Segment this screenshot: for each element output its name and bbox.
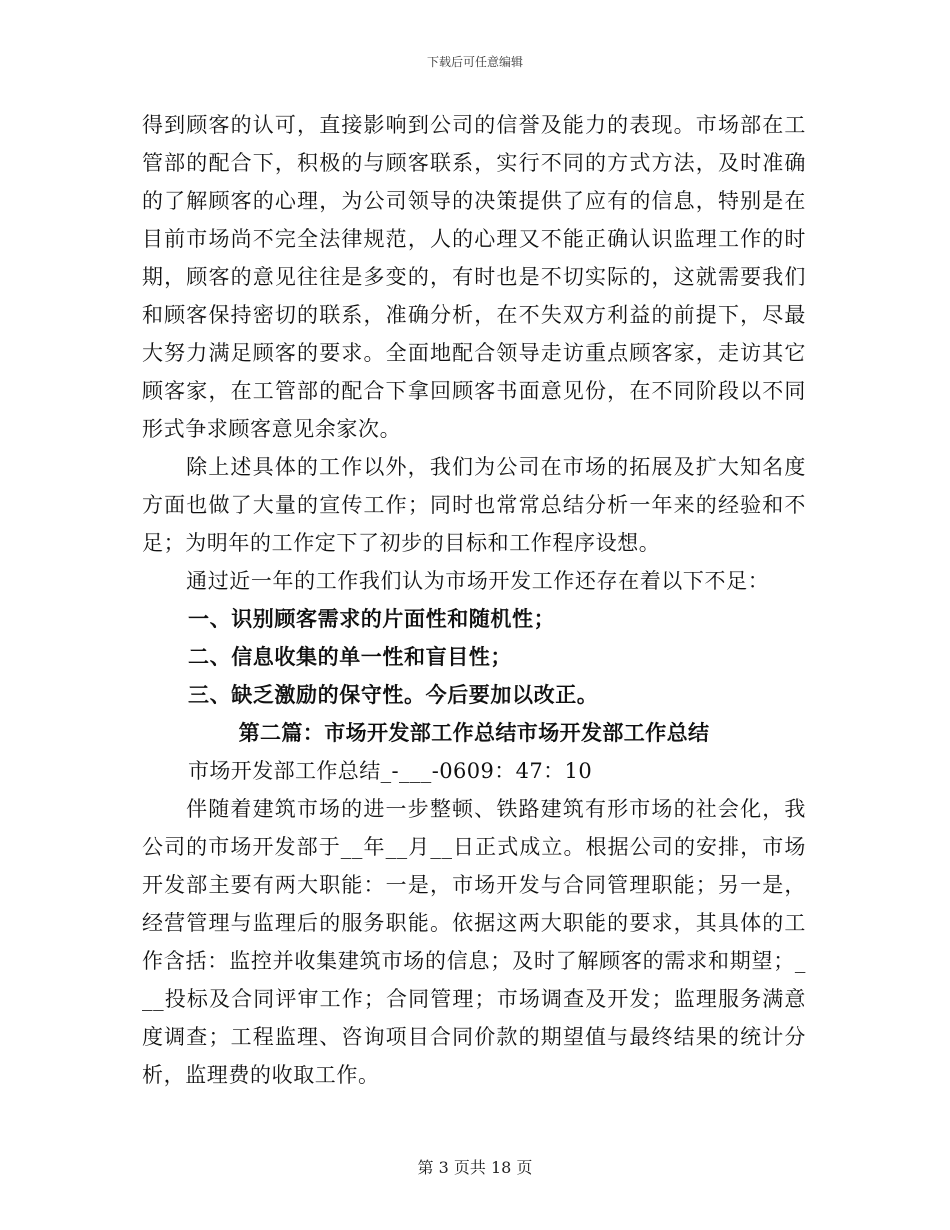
shortcoming-item-2: 二、信息收集的单一性和盲目性； bbox=[188, 644, 512, 669]
paragraph-continuation: 得到顾客的认可，直接影响到公司的信誉及能力的表现。市场部在工管部的配合下，积极的与顾客联系，实行不同的方式方法，及时准确的了解顾客的心理，为公司领导的决策提供了应有的信息，特别是在目前市场尚不完全法律规范，人的心理又不能正确认识监理工作的时期，顾客的意见往往是多变的，有时也是不切实际的，这就需要我们和顾客保持密切的联系，准确分析，在不失双方利益的前提下，尽最大努力满足顾客的要求。全面地配合领导走访重点顾客家，走访其它顾客家，在工管部的配合下拿回顾客书面意见份，在不同阶段以不同形式争求顾客意见余家次。 bbox=[142, 113, 806, 441]
section-title: 第二篇：市场开发部工作总结市场开发部工作总结 bbox=[238, 720, 710, 745]
page-header: 下载后可任意编辑 bbox=[426, 55, 523, 69]
page-footer: 第 3 页共 18 页 bbox=[417, 1158, 533, 1177]
shortcoming-item-1: 一、识别顾客需求的片面性和随机性； bbox=[188, 606, 556, 631]
paragraph-publicity: 除上述具体的工作以外，我们为公司在市场的拓展及扩大知名度方面也做了大量的宣传工作；同时也常常总结分析一年来的经验和不足；为明年的工作定下了初步的目标和工作程序设想。 bbox=[142, 455, 806, 555]
paragraph-shortcomings-intro: 通过近一年的工作我们认为市场开发工作还存在着以下不足： bbox=[186, 569, 770, 593]
shortcoming-item-3: 三、缺乏激励的保守性。今后要加以改正。 bbox=[188, 682, 599, 707]
section-meta-line: 市场开发部工作总结_-___-0609：47：10 bbox=[188, 759, 593, 783]
paragraph-department-intro: 伴随着建筑市场的进一步整顿、铁路建筑有形市场的社会化，我公司的市场开发部于__年__月__日正式成立。根据公司的安排，市场开发部主要有两大职能：一是，市场开发与合同管理职能；另一是，经营管理与监理后的服务职能。依据这两大职能的要求，其具体的工作含括：监控并收集建筑市场的信息；及时了解顾客的需求和期望；___投标及合同评审工作；合同管理；市场调查及开发；监理服务满意度调查；工程监理、咨询项目合同价款的期望值与最终结果的统计分析，监理费的收取工作。 bbox=[142, 797, 806, 1087]
document-body bbox=[142, 106, 806, 1094]
